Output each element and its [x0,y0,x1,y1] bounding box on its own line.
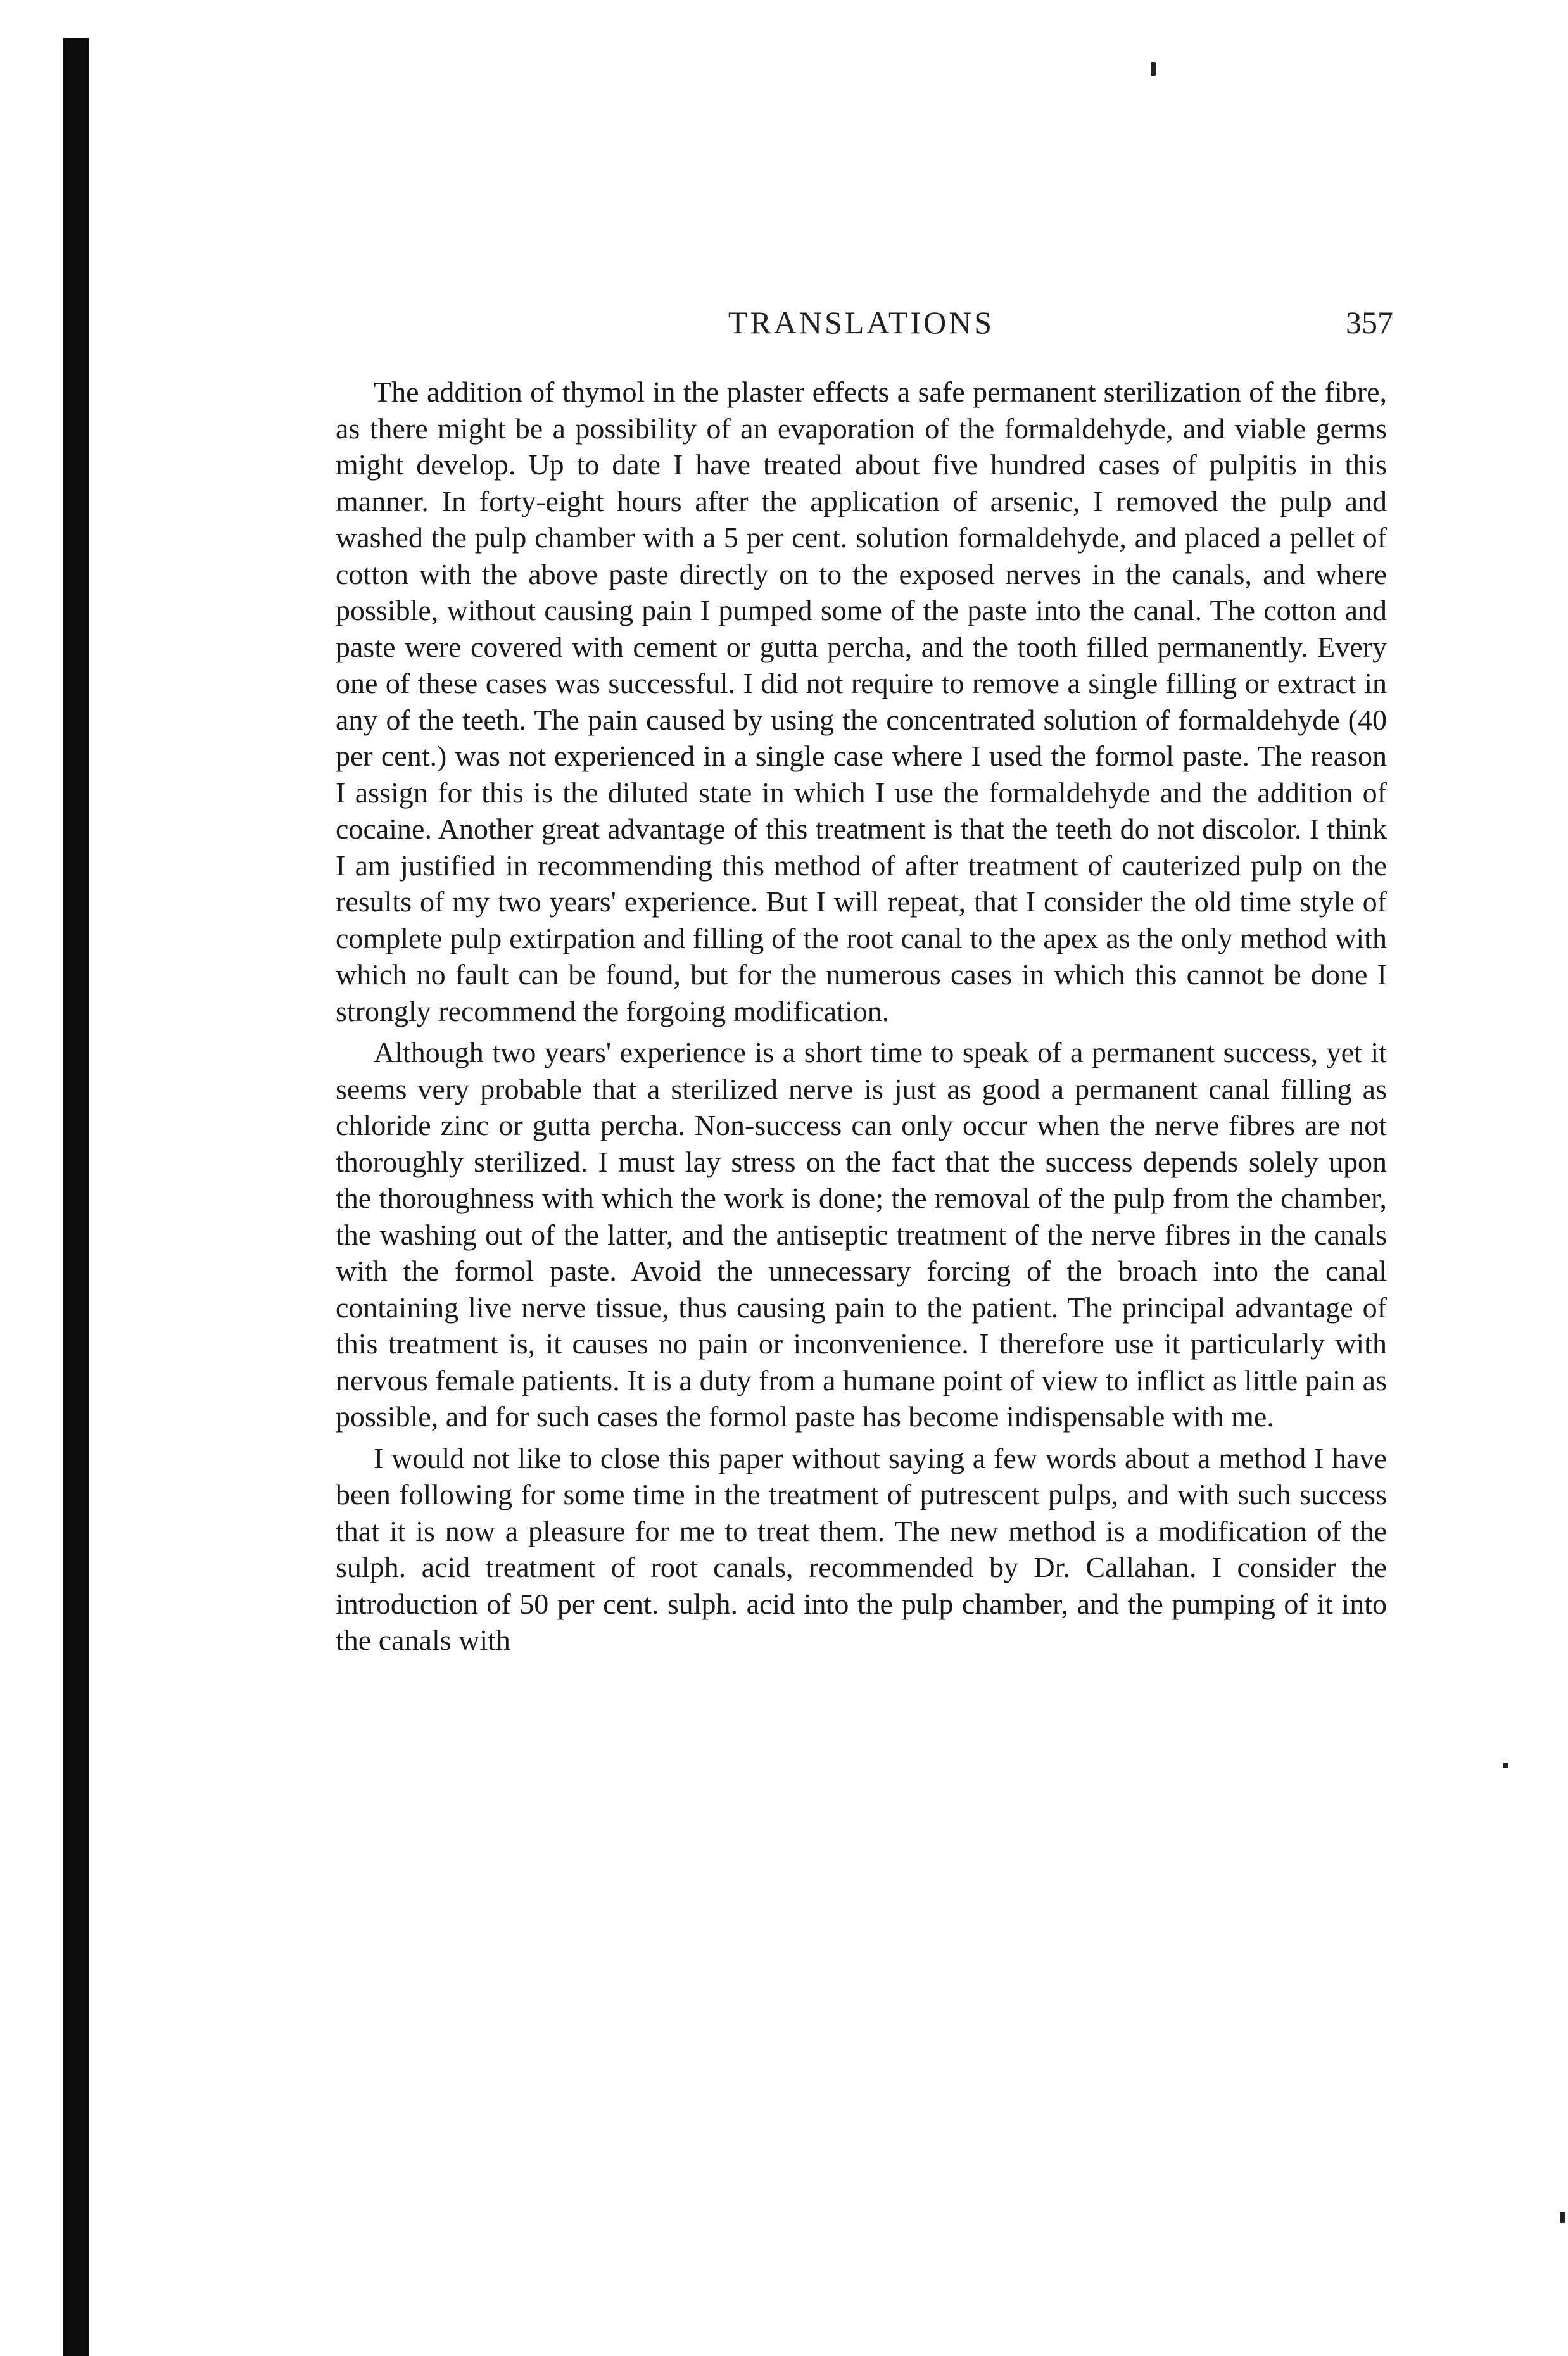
body-text [336,374,1387,1659]
page-binding-shadow [63,38,89,2356]
running-title: TRANSLATIONS [728,305,995,340]
ink-speck [1151,62,1156,76]
ink-speck [1503,1763,1508,1768]
running-head [336,298,1393,348]
page-number: 357 [1346,305,1393,340]
paragraph: Although two years' experience is a short time to speak of a permanent success, yet it seems very probable that a sterilized nerve is just as good a permanent canal filling as chloride zinc or gutta percha. Non-success can only occur when the nerve fibres are not thoroughly sterilized. I must lay stress on the fact that the success depends solely upon the thoroughness with which the work is done; the removal of the pulp from the chamber, the washing out of the latter, and the antiseptic treatment of the nerve fibres in the canals with the formol paste. Avoid the unnecessary forcing of the broach into the canal containing live nerve tissue, thus causing pain to the patient. The principal advantage of this treatment is, it causes no pain or inconvenience. I therefore use it particularly with nervous female patients. It is a duty from a humane point of view to inflict as little pain as possible, and for such cases the formol paste has become indispensable with me. [336,1036,1387,1433]
ink-speck [1560,2212,1565,2223]
paragraph: The addition of thymol in the plaster effects a safe permanent sterilization of the fibre, as there might be a possibility of an evaporation of the formaldehyde, and viable germs might develop. Up to date I have treated about five hundred cases of pulpitis in this manner. In forty-eight hours after the application of arsenic, I removed the pulp and washed the pulp chamber with a 5 per cent. solution formaldehyde, and placed a pellet of cotton with the above paste directly on to the exposed nerves in the canals, and where possible, without causing pain I pumped some of the paste into the canal. The cotton and paste were covered with cement or gutta percha, and the tooth filled permanently. Every one of these cases was successful. I did not require to remove a single filling or extract in any of the teeth. The pain caused by using the concentrated solution of formaldehyde (40 per cent.) was not experienced in a single case where I used the formol paste. The reason I assign for this is the diluted state in which I use the formaldehyde and the addition of cocaine. Another great advantage of this treatment is that the teeth do not discolor. I think I am justified in recommending this method of after treatment of cauterized pulp on the results of my two years' experience. But I will repeat, that I consider the old time style of complete pulp extirpation and filling of the root canal to the apex as the only method with which no fault can be found, but for the numerous cases in which this cannot be done I strongly recommend the forgoing modification. [336,376,1387,1027]
page-content [336,298,1393,1659]
paragraph: I would not like to close this paper without saying a few words about a method I have been following for some time in the treatment of putrescent pulps, and with such success that it is now a pleasure for me to treat them. The new method is a modification of the sulph. acid treatment of root canals, recommended by Dr. Callahan. I consider the introduction of 50 per cent. sulph. acid into the pulp chamber, and the pumping of it into the canals with [336,1441,1387,1656]
